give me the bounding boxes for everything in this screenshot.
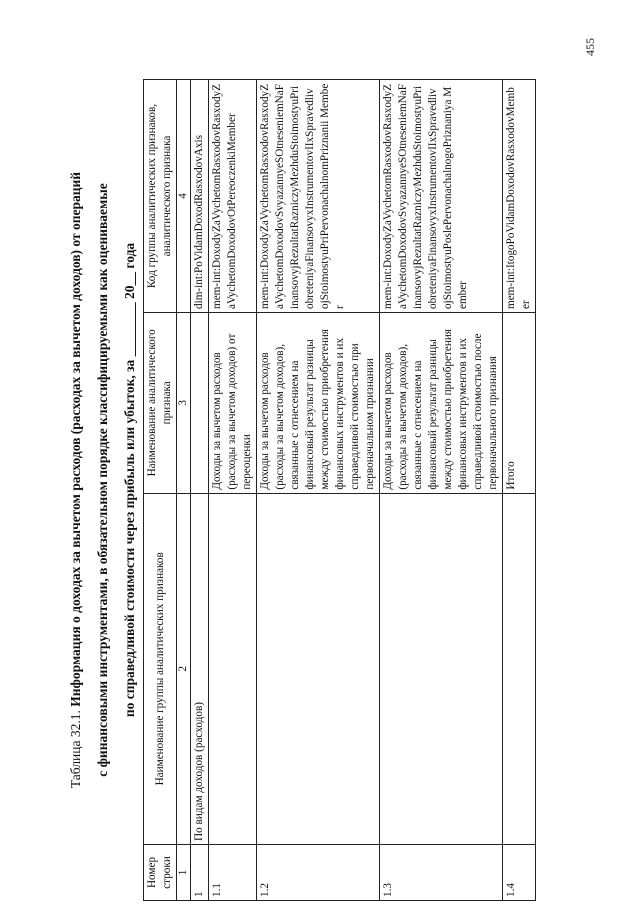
column-number-row	[177, 80, 191, 901]
group-name	[380, 493, 503, 844]
data-table	[143, 79, 536, 901]
row-number: 1.4	[503, 844, 536, 900]
row-number: 1.2	[257, 844, 380, 900]
column-number: 3	[177, 313, 191, 494]
title-line-1	[62, 55, 89, 905]
title-line-2-text: с финансовыми инструментами, в обязательном порядке классифицируемыми как оцениваемые	[95, 183, 110, 777]
table-row	[503, 80, 536, 901]
row-number: 1.3	[380, 844, 503, 900]
header-feature-name: Наименование аналитического признака	[144, 313, 177, 494]
row-number: 1	[191, 844, 209, 900]
table-row	[257, 80, 380, 901]
header-group-name: Наименование группы аналитических признаков	[144, 493, 177, 844]
code-cell: mem-int:ItogoPoVidamDoxodovRasxodovMember	[503, 80, 536, 313]
feature-name: Итого	[503, 313, 536, 494]
group-name	[257, 493, 380, 844]
page-number: 455	[583, 38, 597, 56]
feature-name: Доходы за вычетом расходов (расходы за вычетом доходов), связанные с отнесением на финансовый результат разницы между стоимостью приобретения финансовых инструментов и их справедливой стоимостью при первоначальном признании	[257, 313, 380, 494]
title-line-3-text: по справедливой стоимости через прибыль или убыток, за	[122, 359, 137, 718]
feature-name: Доходы за вычетом расходов (расходы за вычетом доходов) от переоценки	[209, 313, 257, 494]
code-cell: mem-int:DoxodyZaVychetomRasxodovRasxodyZaVychetomDoxodovSvyazannyeSOtneseniemNaFinansovyjRezultatRazniczyMezhduStoimostyuPriobreteniyaFinansovyxInstrumentovIIxSpravedlivojStoimostyuPriPervonachalnomPriznanii Member	[257, 80, 380, 313]
year-field: 20__ года	[122, 242, 137, 299]
table-row	[209, 80, 257, 901]
group-name: По видам доходов (расходов)	[191, 493, 209, 844]
feature-name: Доходы за вычетом расходов (расходы за вычетом доходов), связанные с отнесением на финансовый результат разницы между стоимостью приобретения финансовых инструментов и их справедливой стоимостью после первоначального признания	[380, 313, 503, 494]
row-number: 1.1	[209, 844, 257, 900]
table-caption-prefix: Таблица 32.1.	[68, 706, 83, 789]
header-row	[144, 80, 177, 901]
column-number: 2	[177, 493, 191, 844]
title-line-2	[89, 55, 116, 905]
rotated-page-content	[62, 55, 582, 905]
column-number: 1	[177, 844, 191, 900]
period-blank: ________	[122, 298, 137, 360]
table-title	[62, 55, 143, 905]
group-name	[209, 493, 257, 844]
table-row	[191, 80, 209, 901]
table-row	[380, 80, 503, 901]
code-cell: mem-int:DoxodyZaVychetomRasxodovRasxodyZaVychetomDoxodovSvyazannyeSOtneseniemNaFinansovyjRezultatRazniczyMezhduStoimostyuPriobreteniyaFinansovyxInstrumentovIIxSpravedlivojStoimostyuPoslePervonachalnogoPriznaniya Member	[380, 80, 503, 313]
feature-name	[191, 313, 209, 494]
code-cell: dim-int:PoVidamDoxodRasxodovAxis	[191, 80, 209, 313]
column-number: 4	[177, 80, 191, 313]
code-cell: mem-int:DoxodyZaVychetomRasxodovRasxodyZaVychetomDoxodovOtPereoczenkiMember	[209, 80, 257, 313]
header-code: Код группы аналитических признаков, аналитического признака	[144, 80, 177, 313]
title-line-3	[116, 55, 143, 905]
title-line-1-text: Информация о доходах за вычетом расходов (расходах за вычетом доходов) от операций	[68, 171, 83, 707]
header-row-number: Номер строки	[144, 844, 177, 900]
group-name	[503, 493, 536, 844]
